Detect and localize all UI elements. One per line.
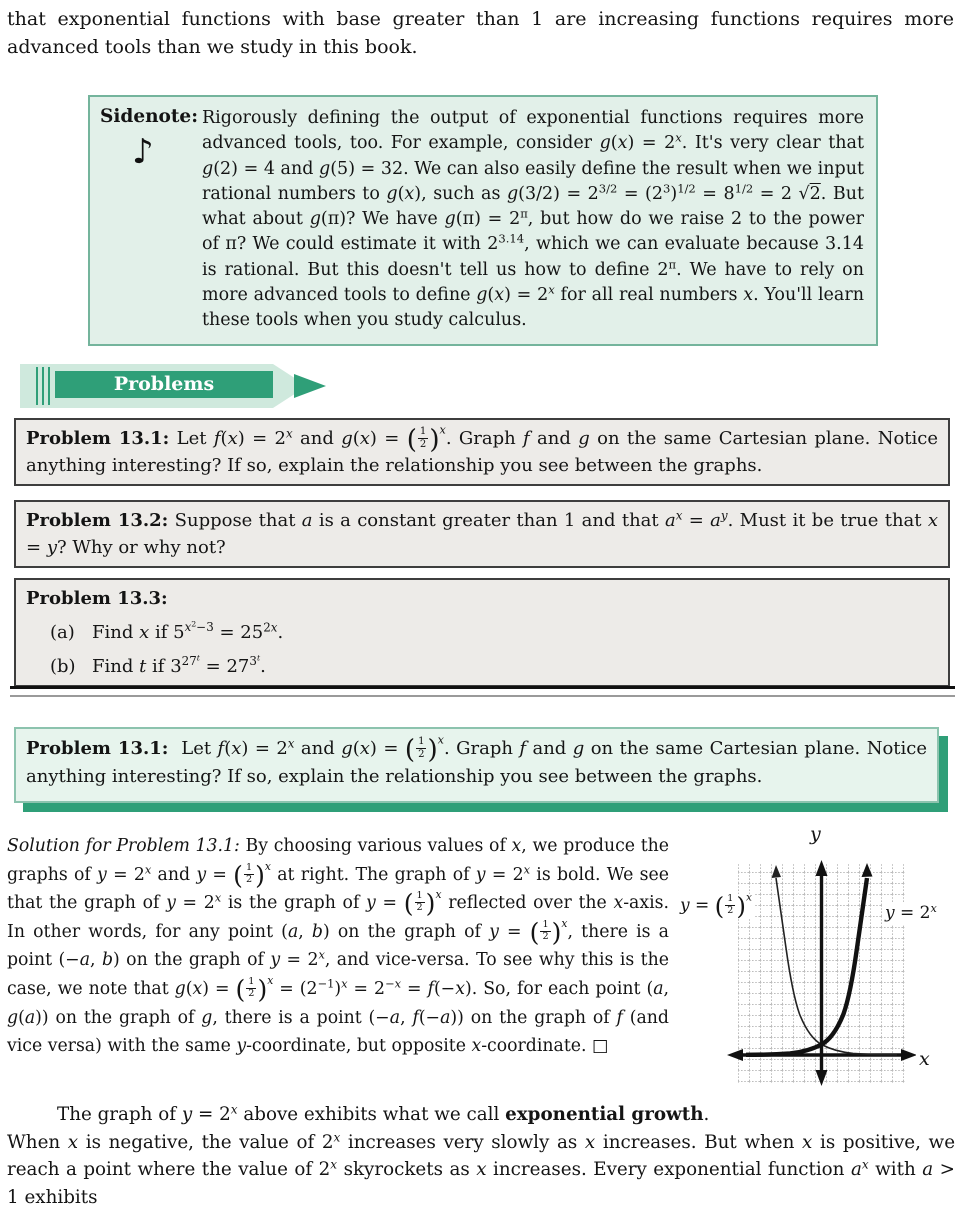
closing-line-1: The graph of $y = 2^x$ above exhibits what we call exponential growth. [7,1101,955,1129]
part-body: Find x if $5^{x^2-3} = 25^{2x}$. [92,622,283,643]
problem-title: Problem 13.1: [26,738,168,759]
problem-box-13-1 [14,418,950,486]
music-note-icon: ♪ [132,135,154,169]
intro-paragraph: that exponential functions with base greater than 1 are increasing functions requires more advanced tools than we study in this book. [7,6,954,61]
x-axis-left-arrow [727,1049,743,1061]
closing-rest: When x is negative, the value of 2$^x$ increases very slowly as x increases. But when x is positive, we reach a point where the value of 2$^x$ skyrockets as x increases. Every exponential function $a^x$ with a > 1 exhibits [7,1129,955,1211]
problem-body: Suppose that a is a constant greater than 1 and that $a^x = a^y$. Must it be true that x = y? Why or why not? [26,510,938,558]
sidenote-box [88,95,878,346]
problem-part-b [50,653,938,680]
problem-title: Problem 13.3: [26,585,938,612]
curve-label-two-power-x: $y = 2^x$ [882,902,940,924]
problem-body: Let $f(x) = 2^x$ and g(x) = ( $\frac{1}{2}$ )$^x$. Graph f and g on the same Cartesian plane. Notice anything interesting? If so, explain the relationship you see between the graphs. [26,738,927,787]
sidenote-label: Sidenote: [100,106,198,127]
closing-paragraph [7,1101,955,1211]
problem-body: Let $f(x) = 2^x$ and g(x) = ( $\frac{1}{2}$ )$^x$. Graph f and g on the same Cartesian plane. Notice anything interesting? If so, explain the relationship you see between the graphs. [26,428,938,476]
restated-problem-box [14,727,939,803]
problems-banner-label: Problems [55,372,273,398]
restated-problem [14,727,939,803]
problem-part-a [50,619,938,646]
part-body: Find t if $3^{27^t} = 27^{3^t}$. [92,656,266,677]
problem-box-13-2 [14,500,950,568]
curve-label-half-power-x: y = ( $\frac{1}{2}$ )$^x$ [677,894,755,918]
divider-line-top [10,686,955,689]
x-axis-right-arrow [901,1049,917,1061]
section-divider [10,686,955,698]
problem-box-13-3 [14,578,950,687]
sidenote-body: Rigorously defining the output of exponential functions requires more advanced tools, too. For example, consider $g(x) = 2^x$. It's very clear that g(2) = 4 and g(5) = 32. We can also easily define the result when we input rational numbers to g(x), such as $g(3/2) = 2^{3/2} = (2^3)^{1/2} = 8^{1/2} = 2$ √2. But what about g(π)? We have $g(\pi) = 2^\pi$, but how do we raise 2 to the power of π? We could estimate it with $2^{3.14}$, which we can evaluate because 3.14 is rational. But this doesn't tell us how to define $2^\pi$. We have to rely on more advanced tools to define $g(x) = 2^x$ for all real numbers x. You'll learn these tools when you study calculus. [202,106,864,334]
graph-figure [683,828,960,1096]
divider-line-bottom [10,695,955,697]
x-axis-label: x [916,1047,933,1071]
part-tag: (b) [50,653,92,680]
solution-lead: Solution for Problem 13.1: [7,836,240,856]
problems-banner [17,362,352,410]
part-tag: (a) [50,619,92,646]
problem-title: Problem 13.1: [26,428,169,449]
solution-paragraph [7,832,669,1061]
solution-body: By choosing various values of x, we produce the graphs of $y = 2^x$ and y = ( $\frac{1}{2}$ )$^x$ at right. The graph of $y = 2^x$ is bold. We see that the graph of $y = 2^x$ is the graph of y = ( $\frac{1}{2}$ )$^x$ reflected over the x-axis. In other words, for any point (a, b) on the graph of y = ( $\frac{1}{2}$ )$^x$, there is a point (−a, b) on the graph of $y = 2^x$, and vice-versa. To see why this is the case, we note that g(x) = ( $\frac{1}{2}$ )$^x = (2^{-1})^x = 2^{-x} = f(-x)$. So, for each point (a, g(a)) on the graph of g, there is a point (−a, f(−a)) on the graph of f (and vice versa) with the same y-coordinate, but opposite x-coordinate. □ [7,836,669,1056]
y-axis-label: y [807,822,824,846]
problem-title: Problem 13.2: [26,510,168,531]
